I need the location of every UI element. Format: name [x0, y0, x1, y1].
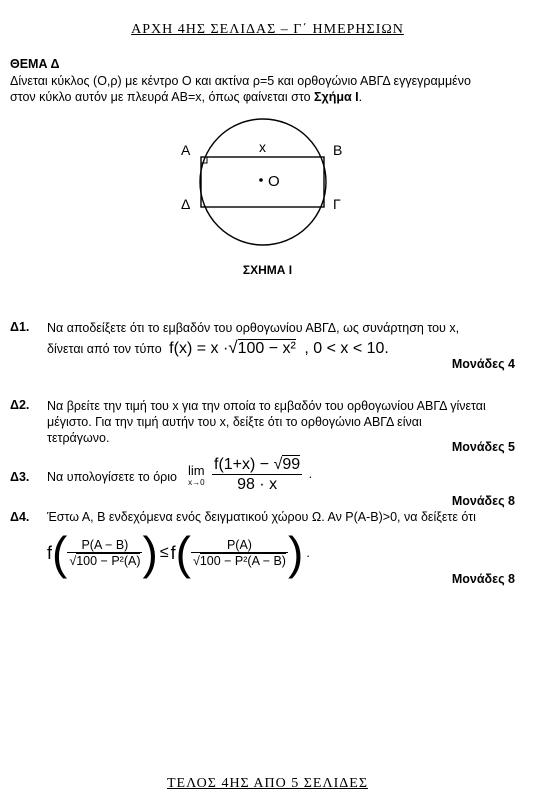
function-f-right: f [170, 542, 176, 563]
question-d3-points: Μονάδες 8 [451, 494, 515, 508]
question-d2-number: Δ2. [10, 398, 30, 412]
intro-line-1: Δίνεται κύκλος (Ο,ρ) με κέντρο Ο και ακτίνα ρ=5 και ορθογώνιο ΑΒΓΔ εγγεγραμμένο [10, 74, 471, 88]
limit-denominator: 98 · x [212, 474, 302, 494]
left-numerator: P(A − B) [81, 538, 129, 552]
area-formula [169, 340, 300, 357]
question-d3-number: Δ3. [10, 470, 30, 484]
question-d4-number: Δ4. [10, 510, 30, 524]
label-D: Δ [181, 196, 191, 212]
limit-fraction-body [212, 456, 302, 494]
inscribed-rectangle [201, 157, 324, 207]
right-paren-close: ) [287, 527, 304, 579]
question-d1-text: δίνεται από τον τύπο [47, 342, 162, 356]
formula-lhs: f(x) = x · [169, 340, 229, 357]
page-header: ΑΡΧΗ 4ΗΣ ΣΕΛΙΔΑΣ – Γ΄ ΗΜΕΡΗΣΙΩΝ [131, 22, 404, 37]
inequality-formula [47, 527, 310, 579]
leq-sign: ≤ [159, 544, 169, 561]
label-G: Γ [333, 196, 341, 212]
left-denominator [67, 552, 142, 568]
limit-numerator [212, 456, 302, 474]
question-d2-line2: μέγιστο. Για την τιμή αυτήν του x, δείξτε ότι το ορθογώνιο ΑΒΓΔ είναι [47, 415, 422, 429]
page-footer: ΤΕΛΟΣ 4ΗΣ ΑΠΟ 5 ΣΕΛΙΔΕΣ [167, 776, 368, 791]
left-radicand: 100 − P²(A) [76, 554, 141, 568]
center-point [259, 178, 263, 182]
question-d3-text: Να υπολογίσετε το όριο [47, 470, 178, 484]
limit-fraction [212, 456, 312, 494]
right-radicand: 100 − P²(A − B) [199, 554, 286, 568]
theme-intro [10, 73, 525, 105]
limit-operator [188, 464, 205, 487]
figure-reference: Σχήμα Ι [314, 90, 359, 104]
question-d2-points: Μονάδες 5 [451, 440, 515, 454]
sqrt-sign: √ [192, 554, 200, 568]
numerator-expr: f(1+x) − [214, 456, 274, 473]
question-d4-text: Έστω Α, Β ενδεχόμενα ενός δειγματικού χώρου Ω. Αν P(A-B)>0, να δείξετε ότι [47, 510, 476, 524]
label-x: x [259, 139, 266, 155]
intro-line-2-text: στον κύκλο αυτόν με πλευρά ΑΒ=x, όπως φαίνεται στο [10, 90, 311, 104]
question-d1-points: Μονάδες 4 [451, 357, 515, 371]
sqrt-sign: √ [69, 554, 77, 568]
intro-period: . [358, 90, 363, 104]
right-numerator: P(A) [226, 538, 252, 552]
question-d1-number: Δ1. [10, 320, 30, 334]
theme-title: ΘΕΜΑ Δ [10, 57, 60, 71]
label-B: Β [333, 142, 343, 158]
sqrt-sign: √ [228, 338, 238, 357]
right-denominator [191, 552, 288, 568]
numerator-radicand: 99 [282, 456, 301, 473]
circle [200, 119, 326, 245]
question-d4-points: Μονάδες 8 [451, 572, 515, 586]
limit-lim: lim [188, 463, 205, 478]
formula-radicand: 100 − x² [237, 340, 296, 357]
left-paren: ( [52, 527, 68, 579]
question-d2-text [47, 398, 517, 446]
limit-period: . [308, 467, 313, 482]
formula-condition: , 0 < x < 10. [304, 340, 389, 357]
inequality-period: . [306, 546, 310, 560]
label-O: Ο [268, 173, 280, 190]
left-paren-close: ) [142, 527, 158, 579]
question-d2-line1: Να βρείτε την τιμή του x για την οποία το εμβαδόν του ορθογωνίου ΑΒΓΔ γίνεται [47, 399, 486, 413]
sqrt-sign: √ [273, 456, 283, 473]
question-d2-line3: τετράγωνο. [47, 431, 110, 445]
circle-rectangle-figure [170, 112, 370, 277]
right-fraction [191, 538, 288, 568]
question-d1-line1: Να αποδείξετε ότι το εμβαδόν του ορθογωνίου ΑΒΓΔ, ως συνάρτηση του x, [47, 321, 460, 335]
question-d1-line2 [47, 338, 389, 358]
function-f-left: f [47, 542, 53, 563]
limit-subscript: x→0 [188, 478, 205, 487]
label-A: Α [181, 142, 191, 158]
right-paren: ( [175, 527, 191, 579]
left-fraction [67, 538, 142, 568]
intro-line-2 [10, 89, 525, 105]
figure-caption: ΣΧΗΜΑ Ι [242, 263, 293, 277]
